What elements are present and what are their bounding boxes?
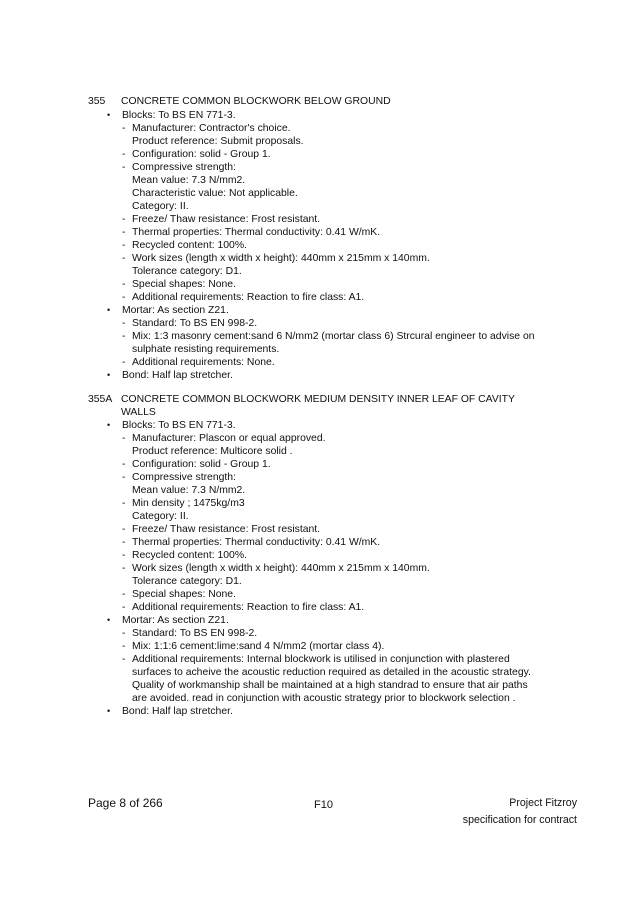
dash: - (122, 524, 126, 535)
bullet: • (107, 706, 111, 716)
dash: - (122, 240, 126, 251)
clause-number: 355A (88, 394, 113, 405)
clause-line: Work sizes (length x width x height): 440mm x 215mm x 140mm. (132, 253, 430, 264)
dash: - (122, 602, 126, 613)
dash: - (122, 498, 126, 509)
clause-line: Mix: 1:1:6 cement:lime:sand 4 N/mm2 (mortar class 4). (132, 641, 385, 652)
clause-line: Quality of workmanship shall be maintained at a high standrad to ensure that air paths (132, 680, 528, 691)
clause-line: surfaces to acheive the acoustic reduction required as detailed in the acoustic strategy. (132, 667, 531, 678)
dash: - (122, 279, 126, 290)
clause-number: 355 (88, 96, 106, 107)
dash: - (122, 563, 126, 574)
clause-line: Tolerance category: D1. (132, 576, 242, 587)
clause-line: Freeze/ Thaw resistance: Frost resistant. (132, 524, 321, 535)
clause-title: CONCRETE COMMON BLOCKWORK BELOW GROUND (121, 96, 391, 107)
clause-title: WALLS (121, 407, 156, 418)
clause-line: Blocks: To BS EN 771-3. (122, 110, 236, 121)
clause-line: Additional requirements: Reaction to fire class: A1. (132, 602, 365, 613)
page-number: Page 8 of 266 (88, 796, 163, 810)
section-code: F10 (314, 799, 333, 811)
dash: - (122, 641, 126, 652)
clause-line: Mix: 1:3 masonry cement:sand 6 N/mm2 (mortar class 6) Strcural engineer to advise on (132, 331, 535, 342)
clause-line: Category: II. (132, 511, 189, 522)
clause-line: Thermal properties: Thermal conductivity: 0.41 W/mK. (132, 537, 381, 548)
clause-line: sulphate resisting requirements. (132, 344, 280, 355)
dash: - (122, 589, 126, 600)
clause-line: Special shapes: None. (132, 589, 236, 600)
clause-line: Mortar: As section Z21. (122, 615, 229, 626)
clause-line: Product reference: Submit proposals. (132, 136, 304, 147)
clause-line: Category: II. (132, 201, 189, 212)
clause-line: Blocks: To BS EN 771-3. (122, 420, 236, 431)
clause-line: Manufacturer: Contractor's choice. (132, 123, 291, 134)
clause-line: Product reference: Multicore solid . (132, 446, 293, 457)
dash: - (122, 162, 126, 173)
bullet: • (107, 305, 111, 315)
clause-line: Additional requirements: Internal blockwork is utilised in conjunction with plastered (132, 654, 510, 665)
dash: - (122, 214, 126, 225)
dash: - (122, 459, 126, 470)
clause-line: Mortar: As section Z21. (122, 305, 229, 316)
dash: - (122, 628, 126, 639)
clause-line: Thermal properties: Thermal conductivity: 0.41 W/mK. (132, 227, 381, 238)
clause-line: Configuration: solid - Group 1. (132, 459, 271, 470)
project-name: Project Fitzroy (509, 797, 577, 809)
dash: - (122, 149, 126, 160)
clause-line: Mean value: 7.3 N/mm2. (132, 485, 246, 496)
bullet: • (107, 110, 111, 120)
clause-line: Configuration: solid - Group 1. (132, 149, 271, 160)
dash: - (122, 123, 126, 134)
clause-line: are avoided. read in conjunction with acoustic strategy prior to blockwork selection . (132, 693, 516, 704)
clause-line: Compressive strength: (132, 472, 236, 483)
clause-line: Freeze/ Thaw resistance: Frost resistant. (132, 214, 321, 225)
bullet: • (107, 615, 111, 625)
bullet: • (107, 370, 111, 380)
clause-line: Standard: To BS EN 998-2. (132, 628, 258, 639)
dash: - (122, 292, 126, 303)
clause-line: Special shapes: None. (132, 279, 236, 290)
dash: - (122, 654, 126, 665)
clause-line: Characteristic value: Not applicable. (132, 188, 298, 199)
clause-line: Mean value: 7.3 N/mm2. (132, 175, 246, 186)
clause-line: Compressive strength: (132, 162, 236, 173)
dash: - (122, 227, 126, 238)
clause-line: Standard: To BS EN 998-2. (132, 318, 258, 329)
dash: - (122, 331, 126, 342)
bullet: • (107, 420, 111, 430)
dash: - (122, 550, 126, 561)
dash: - (122, 537, 126, 548)
clause-line: Manufacturer: Plascon or equal approved. (132, 433, 326, 444)
dash: - (122, 253, 126, 264)
dash: - (122, 357, 126, 368)
clause-line: Work sizes (length x width x height): 440mm x 215mm x 140mm. (132, 563, 430, 574)
clause-line: Additional requirements: Reaction to fire class: A1. (132, 292, 365, 303)
clause-line: Bond: Half lap stretcher. (122, 370, 233, 381)
clause-line: Recycled content: 100%. (132, 240, 247, 251)
clause-line: Additional requirements: None. (132, 357, 275, 368)
dash: - (122, 433, 126, 444)
dash: - (122, 472, 126, 483)
clause-line: Recycled content: 100%. (132, 550, 247, 561)
clause-line: Min density ; 1475kg/m3 (132, 498, 245, 509)
clause-line: Bond: Half lap stretcher. (122, 706, 233, 717)
clause-line: Tolerance category: D1. (132, 266, 242, 277)
clause-title: CONCRETE COMMON BLOCKWORK MEDIUM DENSITY INNER LEAF OF CAVITY (121, 394, 515, 405)
document-title: specification for contract (462, 814, 577, 826)
dash: - (122, 318, 126, 329)
